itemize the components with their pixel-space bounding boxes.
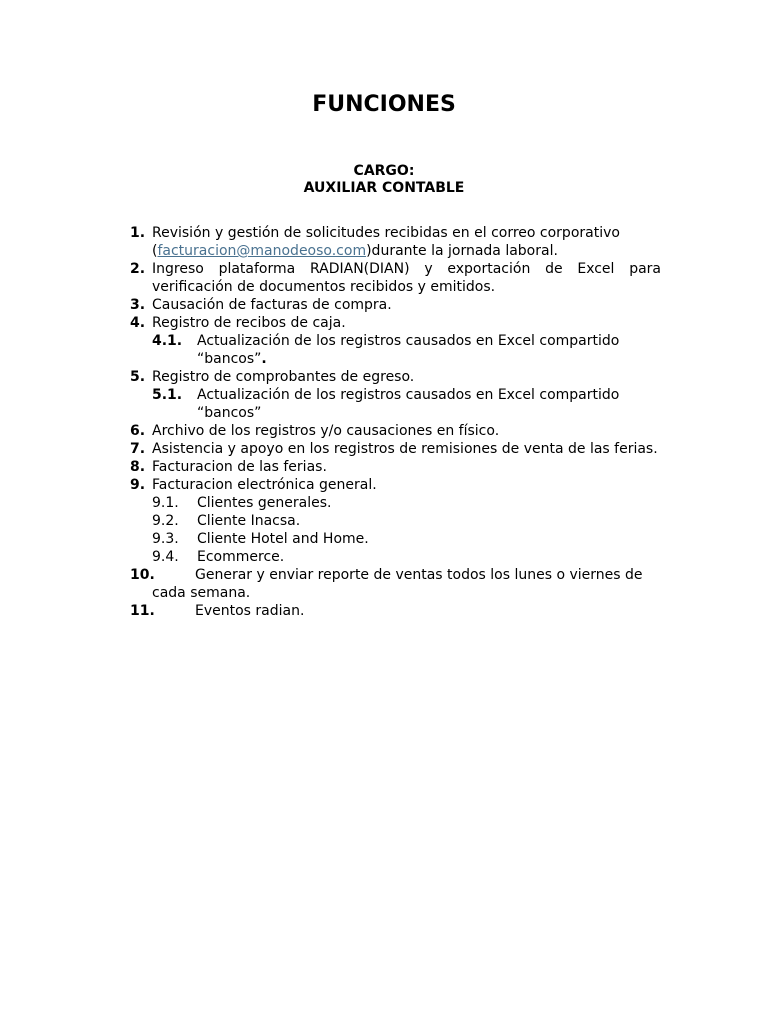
list-subitem-5-1 [130, 386, 661, 422]
cargo-value: AUXILIAR CONTABLE [303, 180, 465, 196]
item-number: 8. [130, 459, 146, 475]
cargo-block [0, 163, 768, 197]
item-text: Facturacion de las ferias. [152, 459, 327, 475]
functions-list [130, 224, 661, 620]
item-number: 4. [130, 315, 146, 331]
list-item-2 [130, 260, 661, 296]
item-number: 11. [130, 603, 155, 619]
item-number: 3. [130, 297, 146, 313]
item-number: 9. [130, 477, 146, 493]
document-title: FUNCIONES [312, 92, 456, 117]
item-text: Generar y enviar reporte de ventas todos los lunes o viernes de [195, 567, 643, 583]
item-text: Revisión y gestión de solicitudes recibidas en el correo corporativo ( [152, 225, 620, 259]
item-number: 9.4. [152, 549, 179, 565]
list-subitem-9-4 [130, 548, 661, 566]
item-text-continued: cada semana. [152, 585, 251, 601]
item-text: Asistencia y apoyo en los registros de remisiones de venta de las ferias. [152, 441, 658, 457]
item-text: Clientes generales. [197, 495, 332, 511]
list-item-7 [130, 440, 661, 458]
item-number: 9.2. [152, 513, 179, 529]
item-text: Registro de comprobantes de egreso. [152, 369, 415, 385]
item-text: Actualización de los registros causados en Excel compartido “bancos” [197, 387, 620, 421]
item-text: Ingreso plataforma RADIAN(DIAN) y exportación de Excel para verificación de documentos recibidos y emitidos. [152, 261, 661, 295]
item-number: 2. [130, 261, 146, 277]
item-text: Eventos radian. [195, 603, 305, 619]
list-item-11 [130, 602, 661, 620]
item-suffix: . [261, 351, 267, 367]
item-number: 5.1. [152, 387, 183, 403]
list-item-4 [130, 314, 661, 332]
list-item-3 [130, 296, 661, 314]
item-number: 6. [130, 423, 146, 439]
item-text: Cliente Hotel and Home. [197, 531, 369, 547]
cargo-label: CARGO: [353, 163, 415, 179]
item-number: 1. [130, 225, 146, 241]
item-text: Ecommerce. [197, 549, 285, 565]
item-text: )durante la jornada laboral. [366, 243, 558, 259]
list-subitem-9-2 [130, 512, 661, 530]
item-text: Causación de facturas de compra. [152, 297, 392, 313]
item-number: 9.3. [152, 531, 179, 547]
list-subitem-9-3 [130, 530, 661, 548]
list-subitem-4-1 [130, 332, 661, 368]
item-number: 7. [130, 441, 146, 457]
item-text: Facturacion electrónica general. [152, 477, 377, 493]
list-item-1 [130, 224, 661, 260]
item-number: 9.1. [152, 495, 179, 511]
list-item-8 [130, 458, 661, 476]
list-item-5 [130, 368, 661, 386]
list-subitem-9-1 [130, 494, 661, 512]
item-text: Cliente Inacsa. [197, 513, 301, 529]
list-item-10 [130, 566, 661, 602]
item-text: Archivo de los registros y/o causaciones en físico. [152, 423, 500, 439]
item-number: 4.1. [152, 333, 183, 349]
item-number: 10. [130, 567, 155, 583]
item-text: Actualización de los registros causados en Excel compartido “bancos” [197, 333, 620, 367]
item-number: 5. [130, 369, 146, 385]
list-item-6 [130, 422, 661, 440]
list-item-9 [130, 476, 661, 494]
email-link[interactable]: facturacion@manodeoso.com [157, 243, 367, 259]
item-text: Registro de recibos de caja. [152, 315, 346, 331]
